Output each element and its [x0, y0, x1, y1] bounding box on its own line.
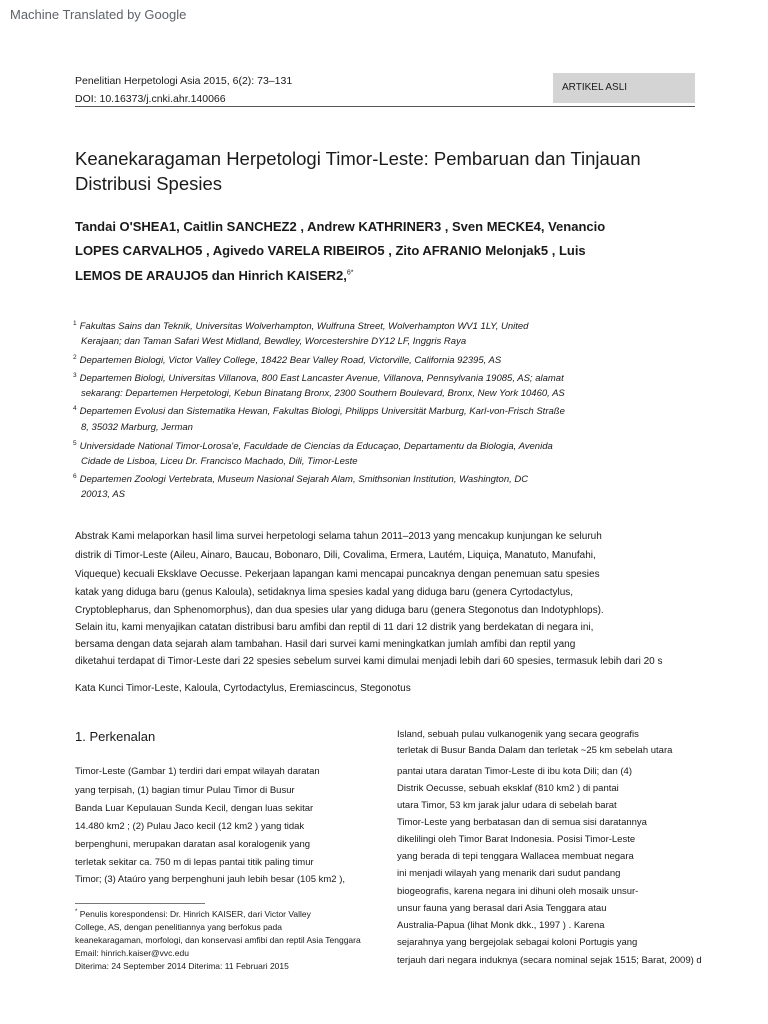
footnote-rule: [75, 903, 205, 904]
author-line: LOPES CARVALHO5 , Agivedo VARELA RIBEIRO5 , Zito AFRANIO Melonjak5 , Luis: [75, 243, 586, 258]
article-type-badge: ARTIKEL ASLI: [553, 73, 695, 103]
journal-citation: Penelitian Herpetologi Asia 2015, 6(2): 73–131: [75, 75, 293, 87]
affiliation: $^6$ Departemen Zoologi Vertebrata, Museum Nasional Sejarah Alam, Smithsonian Institution, Washington, DC: [73, 473, 529, 486]
affiliation-continued: Cidade de Lisboa, Liceu Dr. Francisco Machado, Dili, Timor-Leste: [81, 456, 358, 467]
affiliation: $^3$ Departemen Biologi, Universitas Villanova, 800 East Lancaster Avenue, Villanova, Pennsylvania 19085, AS; alamat: [73, 372, 564, 385]
affiliation-continued: 8, 35032 Marburg, Jerman: [81, 422, 193, 433]
body-line: yang terpisah, (1) bagian timur Pulau Timor di Busur: [75, 785, 295, 796]
body-line: dikelilingi oleh Timor Barat Indonesia. Posisi Timor-Leste: [397, 834, 636, 845]
body-line: pantai utara daratan Timor-Leste di ibu kota Dili; dan (4): [397, 766, 632, 777]
body-line: utara Timor, 53 km jarak jalur udara di sebelah barat: [397, 800, 617, 811]
abstract-line: Abstrak Kami melaporkan hasil lima survei herpetologi selama tahun 2011–2013 yang mencakup kunjungan ke seluruh: [75, 531, 602, 542]
body-line: Australia-Papua (lihat Monk dkk., 1997 ) . Karena: [397, 920, 605, 931]
abstract-line: katak yang diduga baru (genus Kaloula), setidaknya lima spesies kadal yang diduga baru (genera Cyrtodactylus,: [75, 587, 574, 598]
body-line: terletak sekitar ca. 750 m di lepas pantai titik paling timur: [75, 857, 314, 868]
journal-header: [75, 72, 292, 108]
footnote-email[interactable]: Email: hinrich.kaiser@vvc.edu: [75, 948, 189, 958]
title-line: Distribusi Spesies: [75, 173, 223, 194]
author-line: Tandai O'SHEA1, Caitlin SANCHEZ2 , Andrew KATHRINER3 , Sven MECKE4, Venancio: [75, 219, 606, 234]
body-line: Island, sebuah pulau vulkanogenik yang secara geografis: [397, 729, 639, 740]
affiliation-continued: sekarang: Departemen Herpetologi, Kebun Binatang Bronx, 2300 Southern Boulevard, Bronx, New York 10460, AS: [81, 388, 565, 399]
body-line: yang berada di tepi tenggara Wallacea membuat negara: [397, 851, 634, 862]
footnote-line: College, AS, dengan penelitiannya yang berfokus pada: [75, 922, 282, 932]
author-line: [75, 268, 353, 283]
abstract-line: Cryptoblepharus, dan Sphenomorphus), dan dua spesies ular yang diduga baru (genera Stegonotus dan Indotyphlops).: [75, 605, 604, 616]
keywords: Kata Kunci Timor-Leste, Kaloula, Cyrtodactylus, Eremiascincus, Stegonotus: [75, 683, 411, 694]
paper-title: [75, 146, 755, 196]
affiliation: $^1$ Fakultas Sains dan Teknik, Universitas Wolverhampton, Wulfruna Street, Wolverhampton WV1 1LY, United: [73, 320, 529, 333]
footnote-line: * Penulis korespondensi: Dr. Hinrich KAISER, dari Victor Valley: [75, 909, 311, 919]
body-line: terjauh dari negara induknya (secara nominal sejak 1515; Barat, 2009) d: [397, 955, 702, 966]
affiliation-continued: Kerajaan; dan Taman Safari West Midland, Bewdley, Worcestershire DY12 LF, Inggris Raya: [81, 336, 467, 347]
body-line: Timor-Leste (Gambar 1) terdiri dari empat wilayah daratan: [75, 766, 320, 777]
author-line-text: LEMOS DE ARAUJO5 dan Hinrich KAISER2,: [75, 268, 347, 283]
section-heading: 1. Perkenalan: [75, 729, 156, 744]
abstract-line: diketahui terdapat di Timor-Leste dari 22 spesies sebelum survei kami dimulai menjadi lebih dari 60 spesies, termasuk lebih dari 20 s: [75, 656, 663, 667]
body-line: unsur fauna yang berasal dari Asia Tenggara atau: [397, 903, 607, 914]
title-line: Keanekaragaman Herpetologi Timor-Leste: Pembaruan dan Tinjauan: [75, 148, 641, 169]
body-line: sejarahnya yang bergejolak sebagai koloni Portugis yang: [397, 937, 638, 948]
footnote-line: keanekaragaman, morfologi, dan konservasi amfibi dan reptil Asia Tenggara: [75, 935, 361, 945]
abstract-line: Selain itu, kami menyajikan catatan distribusi baru amfibi dan reptil di 11 dari 12 distrik yang berdekatan di negara ini,: [75, 622, 594, 633]
affiliation: $^2$ Departemen Biologi, Victor Valley College, 18422 Bear Valley Road, Victorville, California 92395, AS: [73, 354, 502, 367]
translation-banner: Machine Translated by Google: [10, 7, 187, 22]
body-line: Banda Luar Kepulauan Sunda Kecil, dengan luas sekitar: [75, 803, 314, 814]
footnote-dates: Diterima: 24 September 2014 Diterima: 11 Februari 2015: [75, 961, 289, 971]
affiliation: $^5$ Universidade National Timor-Lorosa'e, Faculdade de Ciencias da Educaçao, Departamentu da Biologia, Avenida: [73, 440, 553, 453]
body-line: biogeografis, karena negara ini dihuni oleh mosaik unsur-: [397, 886, 639, 897]
body-line: berpenghuni, merupakan daratan asal koralogenik yang: [75, 839, 311, 850]
affiliation-continued: 20013, AS: [81, 489, 126, 500]
header-rule: [75, 106, 695, 107]
affiliation: $^4$ Departemen Evolusi dan Sistematika Hewan, Fakultas Biologi, Philipps Universität Marburg, Karl-von-Frisch Straße: [73, 405, 565, 418]
abstract-line: distrik di Timor-Leste (Aileu, Ainaro, Baucau, Bobonaro, Dili, Covalima, Ermera, Lautém, Liquiça, Manatuto, Manufahi,: [75, 550, 596, 561]
journal-doi: DOI: 10.16373/j.cnki.ahr.140066: [75, 93, 226, 105]
abstract-line: Viqueque) kecuali Eksklave Oecusse. Pekerjaan lapangan kami mencapai puncaknya dengan penemuan satu spesies: [75, 569, 600, 580]
abstract-line: bersama dengan data sejarah alam tambahan. Hasil dari survei kami meningkatkan jumlah amfibi dan reptil yang: [75, 639, 576, 650]
body-line: Timor; (3) Ataúro yang berpenghuni jauh lebih besar (105 km2 ),: [75, 874, 346, 885]
footnote-mark: *: [75, 909, 78, 916]
body-line: Timor-Leste yang berbatasan dan di semua sisi daratannya: [397, 817, 647, 828]
body-line: ini menjadi wilayah yang menarik dari sudut pandang: [397, 868, 621, 879]
body-line: Distrik Oecusse, sebuah eksklaf (810 km2 ) di pantai: [397, 783, 619, 794]
body-line: 14.480 km2 ; (2) Pulau Jaco kecil (12 km2 ) yang tidak: [75, 821, 305, 832]
body-line: terletak di Busur Banda Dalam dan terletak ~25 km sebelah utara: [397, 745, 673, 756]
corresponding-author-mark: 6*: [346, 269, 354, 277]
